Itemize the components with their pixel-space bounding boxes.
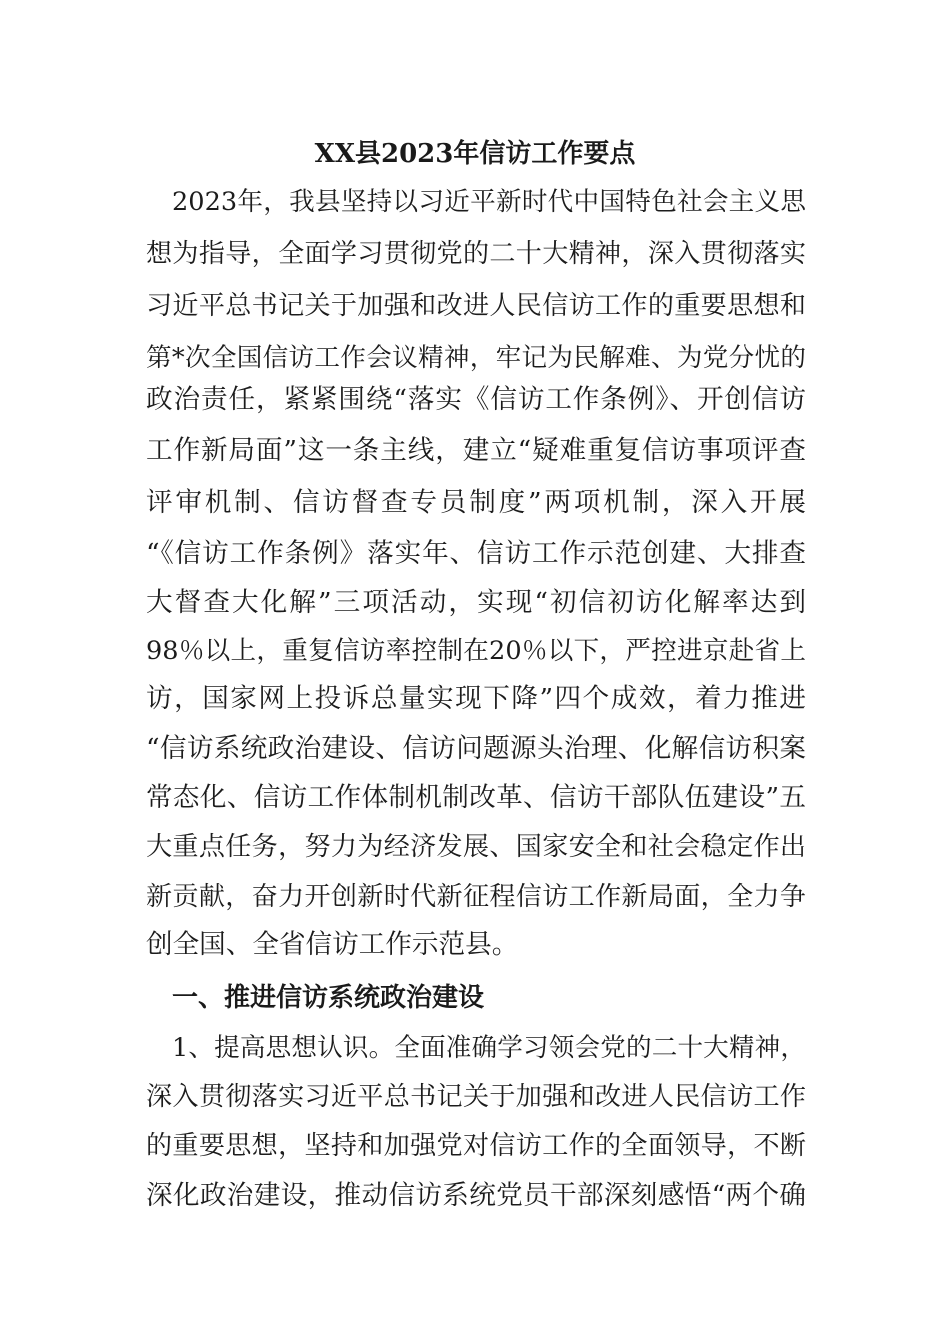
paragraph-line: 常态化、信访工作体制机制改革、信访干部队伍建设”五 bbox=[146, 782, 806, 813]
paragraph-line: 想为指导，全面学习贯彻党的二十大精神，深入贯彻落实 bbox=[146, 239, 806, 269]
paragraph-line: 1、提高思想认识。全面准确学习领会党的二十大精神， bbox=[172, 1033, 806, 1063]
paragraph-line: 的重要思想，坚持和加强党对信访工作的全面领导，不断 bbox=[146, 1131, 806, 1161]
paragraph-line: 第*次全国信访工作会议精神，牢记为民解难、为党分忧的 bbox=[146, 343, 806, 373]
paragraph-line: “信访系统政治建设、信访问题源头治理、化解信访积案 bbox=[146, 733, 806, 764]
paragraph-line: 政治责任，紧紧围绕“落实《信访工作条例》、开创信访 bbox=[146, 384, 806, 415]
section-heading: 一、推进信访系统政治建设 bbox=[172, 983, 485, 1013]
paragraph-line: 习近平总书记关于加强和改进人民信访工作的重要思想和 bbox=[146, 291, 806, 321]
paragraph-line: 深入贯彻落实习近平总书记关于加强和改进人民信访工作 bbox=[146, 1082, 806, 1112]
paragraph-line: 98％以上，重复信访率控制在20％以下，严控进京赴省上 bbox=[146, 636, 806, 666]
paragraph-line: 深化政治建设，推动信访系统党员干部深刻感悟“两个确 bbox=[146, 1180, 806, 1211]
paragraph-line: 访，国家网上投诉总量实现下降”四个成效，着力推进 bbox=[146, 683, 806, 714]
paragraph-line: “《信访工作条例》落实年、信访工作示范创建、大排查 bbox=[146, 538, 806, 569]
paragraph-line: 创全国、全省信访工作示范县。 bbox=[146, 929, 519, 960]
paragraph-line: 大督查大化解”三项活动，实现“初信初访化解率达到 bbox=[146, 587, 806, 618]
paragraph-line: 工作新局面”这一条主线，建立“疑难重复信访事项评查 bbox=[146, 435, 806, 466]
paragraph-line: 大重点任务，努力为经济发展、国家安全和社会稳定作出 bbox=[146, 832, 806, 862]
paragraph-line: 2023年，我县坚持以习近平新时代中国特色社会主义思 bbox=[172, 187, 806, 217]
document-title: XX县2023年信访工作要点 bbox=[314, 139, 636, 169]
paragraph-line: 评审机制、信访督查专员制度”两项机制，深入开展 bbox=[146, 487, 806, 518]
paragraph-line: 新贡献，奋力开创新时代新征程信访工作新局面，全力争 bbox=[146, 882, 806, 912]
